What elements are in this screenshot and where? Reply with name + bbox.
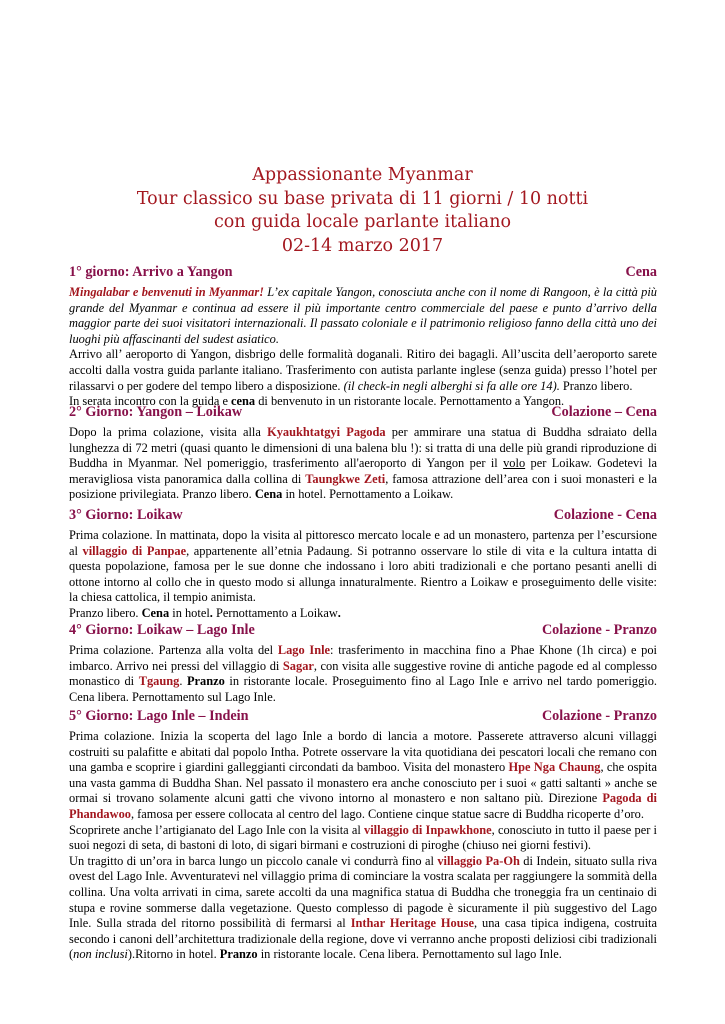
day-5-t3: , famosa per essere collocata al centro del lago. Contiene cinque statue sacre di Buddha ricoperte d’oro. xyxy=(130,806,644,821)
day-4-t5: in ristorante locale. Proseguimento fino al Lago Inle e arrivo nel tardo pomeriggio. Cena libera. Pernottamento sul Lago Inle. xyxy=(69,674,658,704)
tour-title-name: Appassionante Myanmar xyxy=(252,165,473,185)
day-2-heading: 2° Giorno: Yangon – Loikaw xyxy=(69,404,243,420)
day-3-dot2: . xyxy=(337,605,341,620)
day-4-t2: : trasferimento in macchina fino a Phae Khone (1h circa) e poi imbarco. Arrivo nei pressi del villaggio di xyxy=(69,643,657,673)
day-5-text-2 xyxy=(69,823,657,854)
day-1-evening-end: di benvenuto in un ristorante locale. Pernottamento a Yangon. xyxy=(255,394,565,409)
day-4-meals: Colazione - Pranzo xyxy=(541,622,657,638)
day-2-body xyxy=(69,425,657,503)
day-3-t2: , appartenente all’etnia Padaung. Si potranno osservare lo stile di vita e la cultura intatta di questa popolazione, famosa per le sue donne che indossano i loro abiti tradizionali e che portano pesanti anelli di ottone intorno al collo che in questo modo si allunga innaturalmente. Rientro a Loikaw e proseguimento delle visite: la chiesa cattolica, il tempio animista. xyxy=(69,543,657,605)
tour-title-block xyxy=(0,164,725,258)
day-2-section xyxy=(69,405,657,503)
day-5-section xyxy=(69,709,657,963)
day-3-meals: Colazione - Cena xyxy=(553,507,657,523)
day-3-section xyxy=(69,508,657,622)
day-2-t4: , famosa attrazione dell’area con i suoi monasteri e la posizione privilegiata. Pranzo libero. xyxy=(69,471,657,502)
tour-title-dates: 02-14 marzo 2017 xyxy=(281,235,444,256)
day-4-lunch: Pranzo xyxy=(186,674,225,689)
day-1-intro xyxy=(69,285,657,347)
taungkwe-zeti: Taungkwe Zeti xyxy=(305,471,386,486)
day-5-t10: in ristorante locale. Cena libera. Pernottamento sul lago Inle. xyxy=(257,947,562,962)
day-5-t5: , conosciuto in tutto il paese per i suoi negozi di seta, di bastoni di loto, di sigari birmani e costruzioni di piroghe (chiuso nei giorni festivi). xyxy=(69,822,657,853)
day-4-t3: , con visita alle suggestive rovine di antiche pagode ed al complesso monastico di xyxy=(69,658,657,689)
day-5-text-3 xyxy=(69,854,657,963)
villaggio-inpawkhone: villaggio di Inpawkhone xyxy=(364,822,492,837)
day-1-arrival-text: Arrivo all’ aeroporto di Yangon, disbrigo delle formalità doganali. Ritiro dei bagagli. All’uscita dell’aeroporto sarete accolti dalla vostra guida parlante italiano. Trasferimento con autista parlante inglese (senza guida) presso l’hotel per rilassarvi o per godere del tempo libero a disposizione. xyxy=(69,347,657,393)
day-3-t1: Prima colazione. In mattinata, dopo la visita al pittoresco mercato locale e ad un monastero, partenza per l’escursione al xyxy=(69,528,657,558)
day-2-t1: Dopo la prima colazione, visita alla xyxy=(69,425,268,439)
day-1-meals: Cena xyxy=(625,264,657,280)
flight-word: volo xyxy=(503,456,526,471)
day-5-body xyxy=(69,729,657,963)
day-5-t4: Scoprirete anche l’artigianato del Lago Inle con la visita al xyxy=(69,822,365,837)
day-5-text-1 xyxy=(69,729,657,823)
day-5-header xyxy=(69,709,657,729)
day-3-body xyxy=(69,528,657,622)
day-2-t2: per ammirare una statua di Buddha sdraiato della lunghezza di 72 metri (quasi quanto le dimensioni di una balena blu !): si tratta di una delle più grandi riproduzione di Buddha in Myanmar. Nel pomeriggio, trasferimento all'aeroporto di Yangon per il xyxy=(69,425,657,471)
day-5-heading: 5° Giorno: Lago Inle – Indein xyxy=(69,708,249,724)
day-2-meals: Colazione – Cena xyxy=(551,404,657,420)
day-1-body xyxy=(69,285,657,410)
day-4-t1: Prima colazione. Partenza alla volta del xyxy=(69,643,278,657)
day-1-section xyxy=(69,265,657,410)
lago-inle: Lago Inle xyxy=(277,643,331,657)
kyaukhtatgyi-pagoda: Kyaukhtatgyi Pagoda xyxy=(267,425,386,439)
day-2-t3: per Loikaw. Godetevi la meravigliosa vista panoramica dalla collina di xyxy=(69,456,657,486)
day-3-text xyxy=(69,528,657,606)
day-5-lunch: Pranzo xyxy=(219,947,258,962)
day-1-dinner: cena xyxy=(231,394,256,409)
day-4-header xyxy=(69,623,657,643)
villaggio-panpae: villaggio di Panpae xyxy=(82,543,187,558)
day-5-t1: Prima colazione. Inizia la scoperta del lago Inle a bordo di lancia a motore. Passerete attraverso alcuni villaggi costruiti su palafitte e abitati dal popolo Intha. Potrete osservare la vita quotidiana dei pescatori locali che remano con una gamba e scoprire i giardini galleggianti circondati da bamboo. Visita del monastero xyxy=(69,729,657,775)
tour-title-guide: con guida locale parlante italiano xyxy=(213,212,512,232)
day-4-t4: . xyxy=(179,674,187,689)
day-3-dot1: . xyxy=(209,605,213,620)
day-5-t2: , che ospita una vasta gamma di Buddha Shan. Nel passato il monastero era anche conosciuto per i suoi « gatti saltanti » anche se ormai si trovano solamente alcuni gatti che vivono intorno al monastero e non saltano più. Direzione xyxy=(69,760,657,806)
day-2-text xyxy=(69,425,657,503)
day-2-dinner: Cena xyxy=(254,487,283,502)
day-1-welcome: Mingalabar e benvenuti in Myanmar! xyxy=(69,285,264,299)
day-5-meals: Colazione - Pranzo xyxy=(541,708,657,724)
day-4-body xyxy=(69,643,657,705)
day-3-p2b: in hotel xyxy=(169,605,210,620)
hpe-nga-chaung: Hpe Nga Chaung xyxy=(508,760,601,775)
non-inclusi: non inclusi xyxy=(73,947,128,962)
day-5-t9: ).Ritorno in hotel. xyxy=(127,947,220,962)
day-1-evening-text: In serata incontro con la guida e xyxy=(69,394,232,409)
day-4-section xyxy=(69,623,657,705)
sagar: Sagar xyxy=(282,658,314,673)
day-5-t6: Un tragitto di un’ora in barca lungo un piccolo canale vi condurrà fino al xyxy=(69,853,438,868)
day-1-heading: 1° giorno: Arrivo a Yangon xyxy=(69,264,233,280)
day-1-checkin-note: (il check-in negli alberghi si fa alle ore 14). xyxy=(343,378,560,393)
day-3-p2a: Pranzo libero. xyxy=(69,605,142,620)
day-3-header xyxy=(69,508,657,528)
day-1-header xyxy=(69,265,657,285)
day-3-closing xyxy=(69,606,657,622)
villaggio-pa-oh: villaggio Pa-Oh xyxy=(437,853,520,868)
day-3-dinner: Cena xyxy=(141,605,170,620)
day-3-p2c: Pernottamento a Loikaw xyxy=(212,605,338,620)
tgaung: Tgaung xyxy=(138,674,180,689)
day-4-heading: 4° Giorno: Loikaw – Lago Inle xyxy=(69,622,255,638)
day-3-heading: 3° Giorno: Loikaw xyxy=(69,507,183,523)
tour-title-type: Tour classico su base privata di 11 giorni / 10 notti xyxy=(136,188,589,209)
day-2-header xyxy=(69,405,657,425)
day-4-text xyxy=(69,643,657,705)
day-1-arrival xyxy=(69,347,657,394)
inthar-heritage-house: Inthar Heritage House xyxy=(350,916,474,931)
day-5-t8: , una casa tipica indigena, costruita secondo i canoni dell’architettura tradizionale della regione, dove vi verranno anche proposti deliziosi cibi tradizionali ( xyxy=(69,916,657,962)
day-1-lunch: Pranzo libero. xyxy=(559,378,633,393)
pagoda-phandawoo: Pagoda di Phandawoo xyxy=(69,791,657,821)
day-5-t7: di Indein, situato sulla riva ovest del Lago Inle. Avventuratevi nel villaggio prima di cominciare la vostra scalata per raggiungere la sommità della collina. Una volta arrivati in cima, sarete accolti da una magnifica statua di Buddha che troneggia fra un centinaio di stupa e rovine sommerse dalla vegetazione. Questo complesso di pagode è sicuramente il più suggestivo del Lago Inle. Sulla strada del ritorno possibilità di fermarsi al xyxy=(69,853,658,931)
day-2-t5: in hotel. Pernottamento a Loikaw. xyxy=(282,487,454,502)
day-1-intro-text: L’ex capitale Yangon, conosciuta anche con il nome di Rangoon, è la città più grande del Myanmar e continua ad essere il più importante centro commerciale del paese e punto d’arrivo della maggior parte dei suoi visitatori internazionali. Il passato coloniale e il patrimonio religioso fanno della città uno dei luoghi più affascinanti del sudest asiatico. xyxy=(69,285,657,346)
